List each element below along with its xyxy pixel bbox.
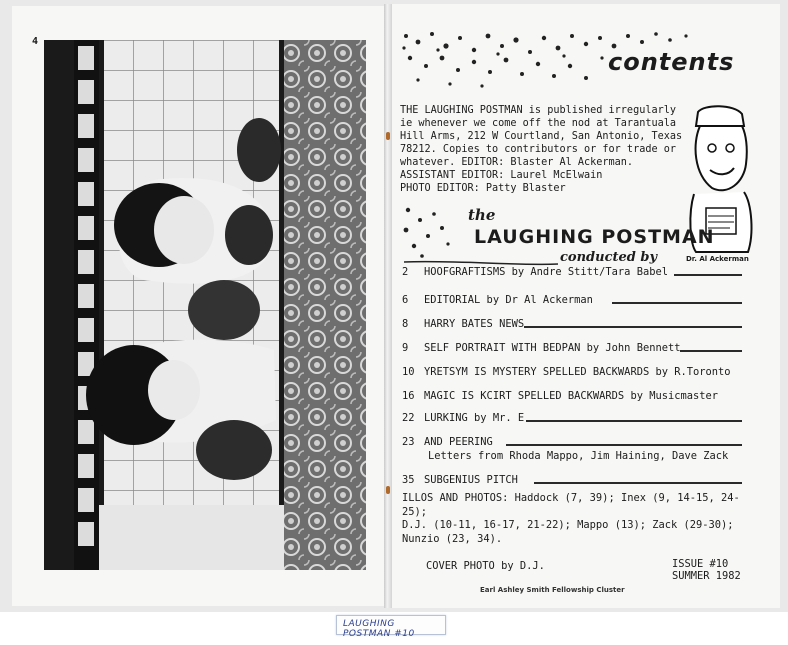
toc-page: 22 xyxy=(402,412,415,424)
editor-caption: Dr. Al Ackerman xyxy=(686,255,749,263)
toc-page: 2 xyxy=(402,266,409,278)
toc-leader xyxy=(612,302,742,304)
toc-title: MAGIC IS KCIRT SPELLED BACKWARDS by Musicmaster xyxy=(424,390,719,402)
toc-title: LURKING by Mr. E xyxy=(424,412,525,424)
cover-photo-credit: COVER PHOTO by D.J. xyxy=(426,560,545,572)
toc-leader xyxy=(534,482,742,484)
masthead-conducted-by: conducted by xyxy=(560,250,658,265)
toc-title: SELF PORTRAIT WITH BEDPAN by John Bennett xyxy=(424,342,681,354)
toc-leader xyxy=(506,444,742,446)
illustration-credits: ILLOS AND PHOTOS: Haddock (7, 39); Inex (9, 14-15, 24-25); D.J. (10-11, 16-17, 21-22); Mappo (13); Zack (29-30); Nunzio (23, 34). xyxy=(402,492,740,545)
bathtub-photo xyxy=(44,40,366,570)
footer-stamp: Earl Ashley Smith Fellowship Cluster xyxy=(480,586,625,594)
toc-leader xyxy=(674,274,742,276)
toc-entry xyxy=(402,294,593,306)
contents-heading: contents xyxy=(608,48,735,76)
toc-page: 9 xyxy=(402,342,409,354)
toc-leader xyxy=(526,420,742,422)
toc-title: SUBGENIUS PITCH xyxy=(424,474,518,486)
toc-entry xyxy=(402,412,524,424)
publication-info: THE LAUGHING POSTMAN is published irregularly ie whenever we come off the nod at Tarantuala Hill Arms, 212 W Courtland, San Antonio, Texas 78212. Copies to contributors or for trade or whatever. EDITOR: Blaster Al Ackerman. ASSISTANT EDITOR: Laurel McElwain PHOTO EDITOR: Patty Blaster xyxy=(400,105,683,194)
toc-page: 35 xyxy=(402,474,415,486)
page-gutter xyxy=(384,4,392,608)
toc-page: 6 xyxy=(402,294,409,306)
toc-entry xyxy=(402,342,680,354)
toc-entry xyxy=(402,390,718,402)
masthead-title: LAUGHING POSTMAN xyxy=(474,226,715,248)
toc-entry xyxy=(402,266,668,278)
toc-title: HOOFGRAFTISMS by Andre Stitt/Tara Babel xyxy=(424,266,668,278)
toc-title: HARRY BATES NEWS xyxy=(424,318,525,330)
toc-entry xyxy=(402,318,524,330)
staple xyxy=(386,486,390,494)
toc-page: 16 xyxy=(402,390,415,402)
toc-leader xyxy=(680,350,742,352)
toc-entry xyxy=(402,474,518,486)
archive-label-text: LAUGHING POSTMAN #10 xyxy=(343,619,415,639)
toc-entry xyxy=(402,366,731,378)
toc-title: EDITORIAL by Dr Al Ackerman xyxy=(424,294,593,306)
masthead-the: the xyxy=(468,206,496,224)
toc-leader xyxy=(524,326,742,328)
staple xyxy=(386,132,390,140)
page-number: 4 xyxy=(32,36,39,47)
toc-entry xyxy=(402,436,493,448)
toc-title: AND PEERING xyxy=(424,436,493,448)
toc-subtitle: Letters from Rhoda Mappo, Jim Haining, Dave Zack xyxy=(428,450,729,462)
toc-title: YRETSYM IS MYSTERY SPELLED BACKWARDS by R.Toronto xyxy=(424,366,731,378)
issue-info: ISSUE #10 SUMMER 1982 xyxy=(672,558,741,582)
toc-page: 8 xyxy=(402,318,409,330)
toc-page: 10 xyxy=(402,366,415,378)
toc-page: 23 xyxy=(402,436,415,448)
archive-label xyxy=(336,615,446,639)
